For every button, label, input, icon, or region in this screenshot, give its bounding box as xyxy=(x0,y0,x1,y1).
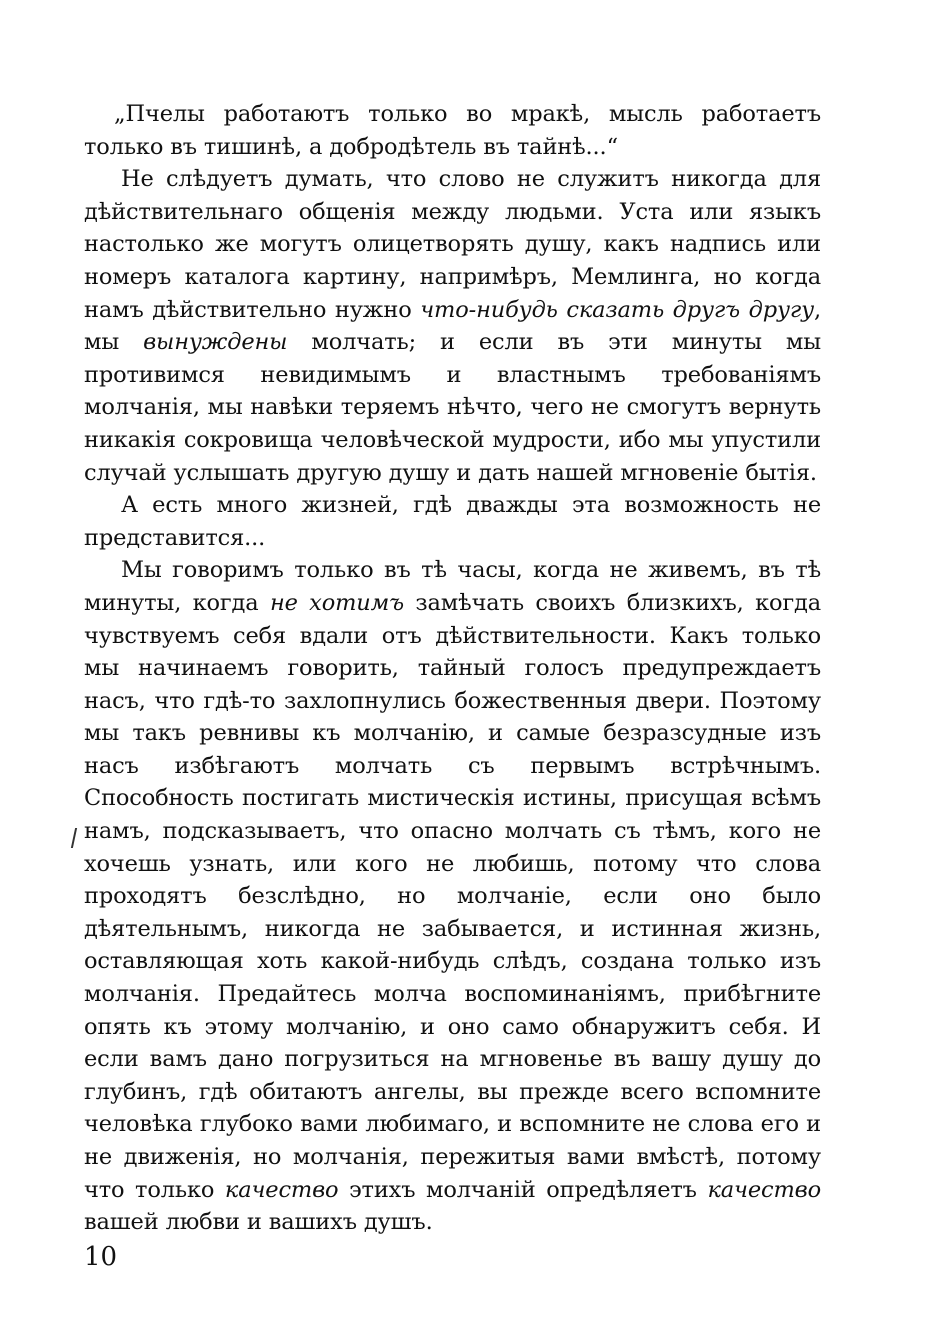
text-segment: Мы говоримъ только въ тѣ часы, когда не живемъ, въ тѣ минуты, когда xyxy=(84,557,821,616)
paragraph-quote xyxy=(84,98,821,163)
margin-pencil-mark xyxy=(71,828,77,848)
paragraph-speech xyxy=(84,163,821,489)
page-number: 10 xyxy=(84,1242,118,1272)
text-segment: „Пчелы работаютъ только во мракѣ, мысль работаетъ только въ тишинѣ, а добродѣтель въ тайнѣ...“ xyxy=(84,101,821,160)
text-segment: молчать; и если въ эти минуты мы противимся невидимымъ и властнымъ требованіямъ молчанія, мы навѣки теряемъ нѣчто, чего не смогутъ вернуть никакія сокровища человѣческой мудрости, ибо мы упустили случай услышать другую душу и дать нашей мгновеніе бытія. xyxy=(84,329,821,486)
italic-text-segment: качество xyxy=(707,1176,821,1203)
book-page-text xyxy=(84,98,821,1239)
italic-text-segment: что-нибудь сказать другъ другу xyxy=(420,296,814,323)
italic-text-segment: качество xyxy=(224,1176,339,1203)
text-segment: А есть много жизней, гдѣ дважды эта возможность не представится... xyxy=(84,492,821,551)
italic-text-segment: не хотимъ xyxy=(269,589,404,616)
text-segment: Не слѣдуетъ думать, что слово не служитъ никогда для дѣйствительнаго общенія между людьми. Уста или языкъ настолько же могутъ олицетворять душу, какъ надпись или номеръ каталога картину, напримѣръ, Мемлинга, но когда намъ дѣйствительно нужно xyxy=(84,166,821,323)
text-segment: , мы xyxy=(84,296,821,356)
text-segment: замѣчать своихъ близкихъ, когда чувствуемъ себя вдали отъ дѣйствительности. Какъ только мы начинаемъ говорить, тайный голосъ предупреждаетъ насъ, что гдѣ-то захлопнулись божественныя двери. Поэтому мы такъ ревнивы къ молчанію, и самые безразсудные изъ насъ избѣгаютъ молчать съ первымъ встрѣчнымъ. Способность постигать мистическія истины, присущая всѣмъ намъ, подсказываетъ, что опасно молчать съ тѣмъ, кого не хочешь узнать, или кого не любишь, потому что слова проходятъ безслѣдно, но молчаніе, если оно было дѣятельнымъ, никогда не забывается, и истинная жизнь, оставляющая хоть какой-нибудь слѣдъ, создана только изъ молчанія. Предайтесь молча воспоминаніямъ, прибѣгните опять къ этому молчанію, и оно само обнаружитъ себя. И если вамъ дано погрузиться на мгновенье въ вашу душу до глубинъ, гдѣ обитаютъ ангелы, вы прежде всего вспомните человѣка глубоко вами любимаго, и вспомните не слова его и не движенія, но молчанія, пережитыя вами вмѣстѣ, потому что только xyxy=(84,589,821,1203)
text-segment: этихъ молчаній опредѣляетъ xyxy=(338,1176,708,1203)
paragraph-silence xyxy=(84,554,821,1238)
italic-text-segment: вынуждены xyxy=(143,329,288,356)
text-segment: вашей любви и вашихъ душъ. xyxy=(84,1209,433,1236)
paragraph-lives xyxy=(84,489,821,554)
